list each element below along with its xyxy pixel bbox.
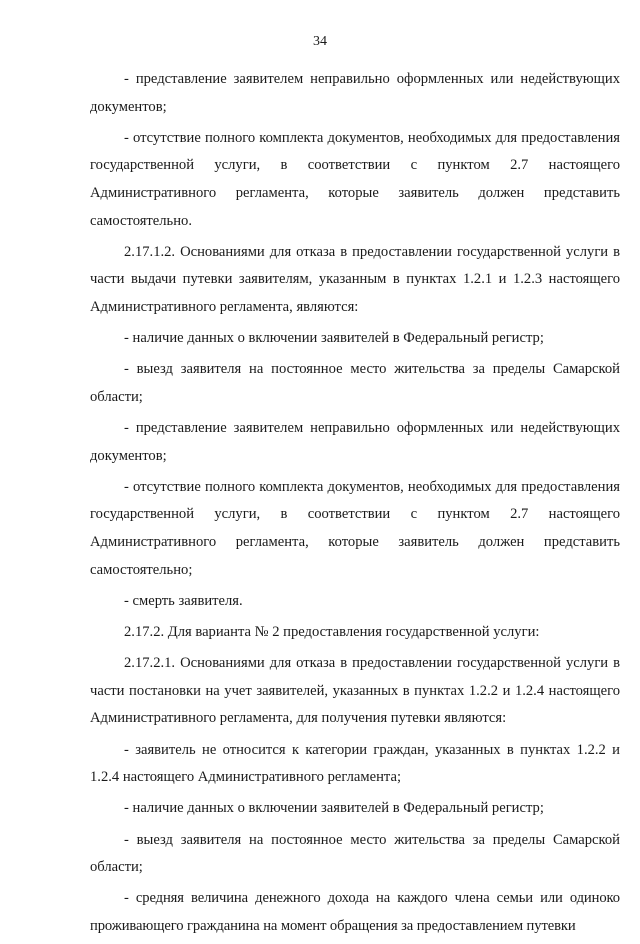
document-body [90,66,620,944]
paragraph-2: - отсутствие полного комплекта документов, необходимых для предоставления государственной услуги, в соответствии с пунктом 2.7 настоящего Административного регламента, которые заявитель должен представить самостоятельно. [90,129,620,229]
paragraph-9: 2.17.2. Для варианта № 2 предоставления государственной услуги: [124,624,540,641]
paragraph-10: 2.17.2.1. Основаниями для отказа в предоставлении государственной услуги в части постановки на учет заявителей, указанных в пунктах 1.2.2 и 1.2.4 настоящего Административного регламента, для получения путевки являются: [90,655,620,727]
paragraph-1: - представление заявителем неправильно оформленных или недействующих документов; [90,71,620,115]
paragraph-3: 2.17.1.2. Основаниями для отказа в предоставлении государственной услуги в части выдачи путевки заявителям, указанным в пунктах 1.2.1 и 1.2.3 настоящего Административного регламента, являются: [90,243,620,315]
paragraph-7: - отсутствие полного комплекта документов, необходимых для предоставления государственной услуги, в соответствии с пунктом 2.7 настоящего Административного регламента, которые заявитель должен представить самостоятельно; [90,478,620,578]
paragraph-6: - представление заявителем неправильно оформленных или недействующих документов; [90,420,620,464]
page-number: 34 [313,34,327,49]
paragraph-11: - заявитель не относится к категории граждан, указанных в пунктах 1.2.2 и 1.2.4 настоящего Административного регламента; [90,741,620,786]
paragraph-14: - средняя величина денежного дохода на каждого члена семьи или одиноко проживающего гражданина на момент обращения за предоставлением путевки [90,890,620,934]
paragraph-4: - наличие данных о включении заявителей в Федеральный регистр; [124,330,544,347]
paragraph-8: - смерть заявителя. [124,592,243,609]
paragraph-12: - наличие данных о включении заявителей в Федеральный регистр; [124,800,544,817]
paragraph-5: - выезд заявителя на постоянное место жительства за пределы Самарской области; [90,361,620,405]
paragraph-13: - выезд заявителя на постоянное место жительства за пределы Самарской области; [90,831,620,876]
